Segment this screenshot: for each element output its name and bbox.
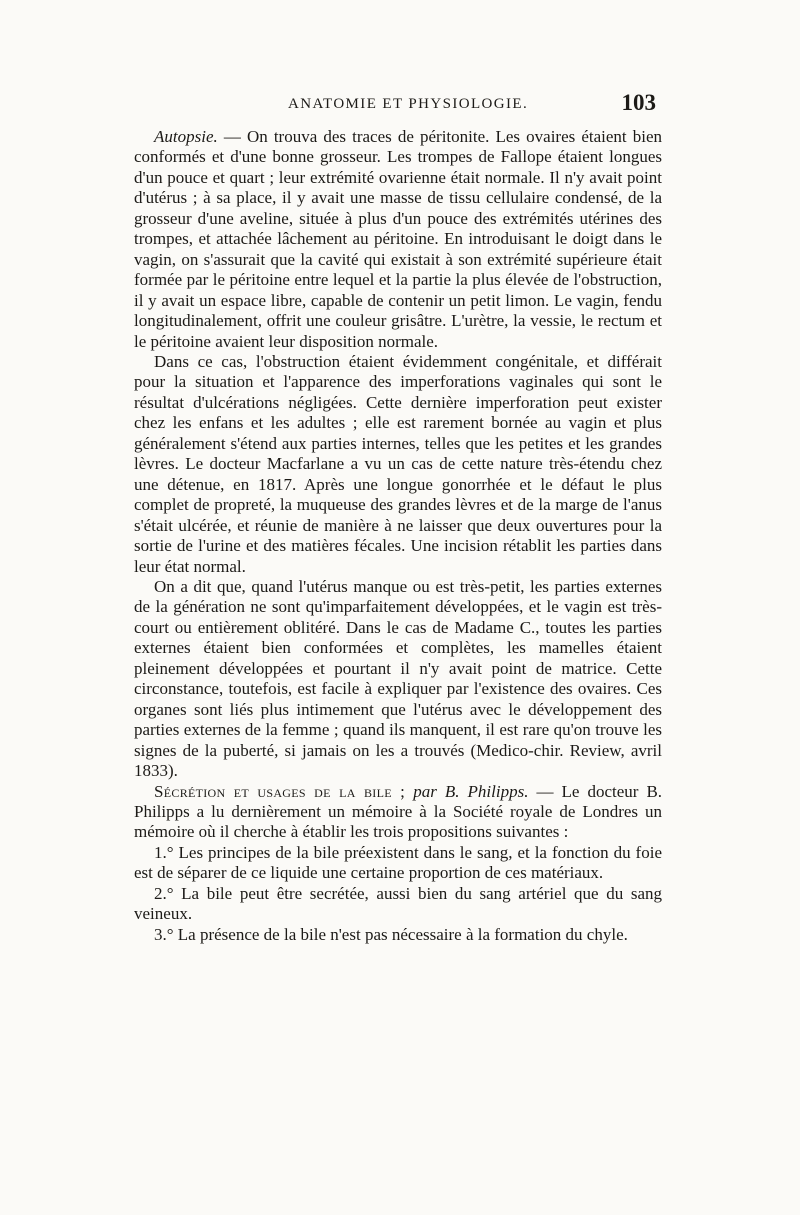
running-title: ANATOMIE ET PHYSIOLOGIE. bbox=[288, 96, 529, 112]
paragraph-bile bbox=[134, 782, 662, 843]
paragraph-autopsie bbox=[134, 127, 662, 352]
list-item: 1.° Les principes de la bile préexistent dans le sang, et la fonction du foie est de séparer de ce liquide une certaine proportion de ces matériaux. bbox=[134, 842, 662, 883]
paragraph-lead: Autopsie. bbox=[154, 127, 218, 146]
list-item: 2.° La bile peut être secrétée, aussi bien du sang artériel que du sang veineux. bbox=[134, 883, 662, 924]
page-number: 103 bbox=[621, 90, 656, 115]
list-item: 3.° La présence de la bile n'est pas nécessaire à la formation du chyle. bbox=[154, 924, 628, 944]
paragraph-text: — On trouva des traces de péritonite. Les ovaires étaient bien conformés et d'une bonne grosseur. Les trompes de Fallope étaient longues d'un pouce et quart ; leur extrémité ovarienne était normale. Il n'y avait point d'utérus ; à sa place, il y avait une masse de tissu cellulaire condensé, de la grosseur d'une aveline, située à plus d'un pouce des extrémités utérines des trompes, et attachée lâchement au péritoine. En introduisant le doigt dans le vagin, on s'assurait que la cavité qui existait à son extrémité supérieure était formée par le péritoine entre lequel et la partie la plus élevée de l'obstruction, il y avait un espace libre, capable de contenir un petit limon. Le vagin, fendu longitudinalement, offrit une couleur grisâtre. L'urètre, la vessie, le rectum et le péritoine avaient leur disposition normale. bbox=[134, 127, 663, 351]
paragraph-obstruction: Dans ce cas, l'obstruction étaient évidemment congénitale, et différait pour la situation et l'apparence des imperforations vaginales qui sont le résultat d'ulcérations négligées. Cette dernière imperforation peut exister chez les enfans et les adultes ; elle est rarement bornée au vagin et plus généralement s'étend aux parties internes, telles que les petites et les grandes lèvres. Le docteur Macfarlane a vu un cas de cette nature très-étendu chez une détenue, en 1817. Après une longue gonorrhée et le défaut le plus complet de propreté, la muqueuse des grandes lèvres et de la marge de l'anus s'était ulcérée, et réunie de manière à ne laisser que deux ouvertures pour la sortie de l'urine et des matières fécales. Une incision rétablit les parties dans leur état normal. bbox=[134, 351, 662, 576]
body-text bbox=[134, 127, 662, 945]
paragraph-text: — Le docteur B. Philipps a lu dernièrement un mémoire à la Société royale de Londres un mémoire où il cherche à établir les trois propositions suivantes : bbox=[134, 781, 663, 842]
section-heading: Sécrétion et usages de la bile ; bbox=[154, 781, 406, 801]
section-byline: par B. Philipps. bbox=[413, 781, 529, 801]
paragraph-uterus: On a dit que, quand l'utérus manque ou est très-petit, les parties externes de la génération ne sont qu'imparfaitement développées, et le vagin est très-court ou entièrement oblitéré. Dans le cas de Madame C., toutes les parties externes étaient bien conformées et complètes, les mamelles étaient pleinement développées et pourtant il n'y avait point de matrice. Cette circonstance, toutefois, est facile à expliquer par l'existence des ovaires. Ces organes sont liés plus intimement que l'utérus avec le développement des parties externes de la femme ; quand ils manquent, il est rare qu'on trouve les signes de la puberté, si jamais on les a trouvés (Medico-chir. Review, avril 1833). bbox=[134, 576, 662, 781]
page-header bbox=[200, 90, 660, 118]
